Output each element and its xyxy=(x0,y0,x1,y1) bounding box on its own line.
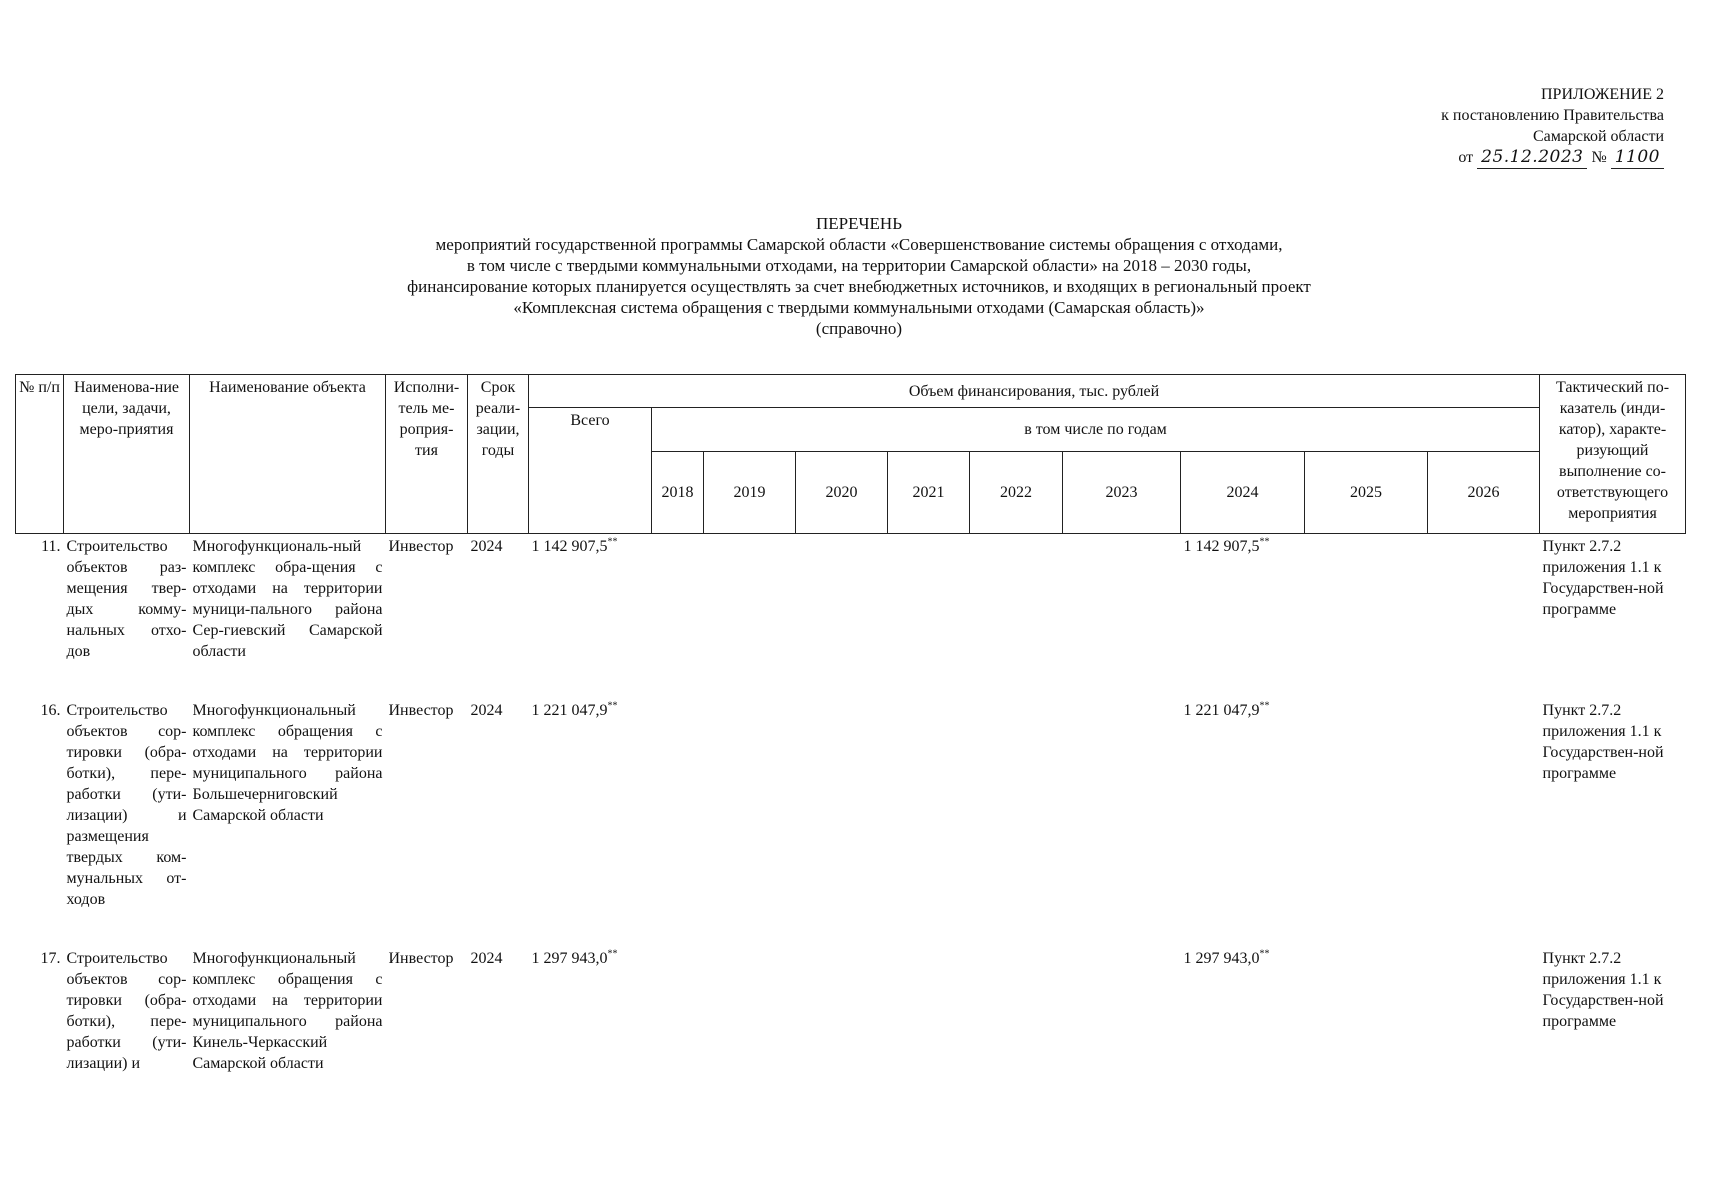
header-year-2025: 2025 xyxy=(1305,452,1428,534)
header-by-years: в том числе по годам xyxy=(652,408,1540,452)
footnote-mark: ** xyxy=(607,948,618,960)
header-object: Наименование объекта xyxy=(190,375,386,534)
row-executor: Инвестор xyxy=(388,538,454,555)
number-prefix: № xyxy=(1591,149,1607,166)
row-year-2024: 1 297 943,0** xyxy=(1183,948,1270,967)
row-total: 1 221 047,9** xyxy=(531,700,618,719)
header-executor: Исполни-тель ме-роприя-тия xyxy=(386,375,468,534)
handwritten-number: 1100 xyxy=(1611,147,1664,169)
header-num: № п/п xyxy=(16,375,64,534)
header-year-2023: 2023 xyxy=(1063,452,1181,534)
table-row xyxy=(16,946,1686,1076)
header-funding: Объем финансирования, тыс. рублей xyxy=(529,375,1540,408)
header-term: Срок реали-зации, годы xyxy=(468,375,529,534)
measures-table xyxy=(15,374,1686,1076)
footnote-mark: ** xyxy=(1259,536,1270,548)
title-line-3: финансирование которых планируется осуществлять за счет внебюджетных источников, и входящих в региональный проект xyxy=(407,277,1311,296)
row-object: Многофункциональный комплекс обращения с отходами на территории муниципального района Большечерниговский Самарской области xyxy=(192,702,383,824)
approval-heading: ПРИЛОЖЕНИЕ 2 xyxy=(1540,86,1664,103)
row-year-2024: 1 221 047,9** xyxy=(1183,700,1270,719)
row-object: Многофункциональ-ный комплекс обра-щения с отходами на территории муници-пального района Сер-гиевский Самарской области xyxy=(192,538,383,660)
row-num: 16. xyxy=(40,702,61,719)
table-row xyxy=(16,698,1686,912)
header-year-2026: 2026 xyxy=(1428,452,1540,534)
row-num: 11. xyxy=(41,538,61,555)
header-year-2018: 2018 xyxy=(652,452,704,534)
header-indicator: Тактический по-казатель (инди-катор), характе-ризующий выполнение со-ответствующего мероприятия xyxy=(1540,375,1686,534)
row-indicator: Пункт 2.7.2 приложения 1.1 к Государствен-ной программе xyxy=(1542,950,1664,1030)
header-year-2021: 2021 xyxy=(888,452,970,534)
row-executor: Инвестор xyxy=(388,702,454,719)
approval-stamp xyxy=(1364,84,1664,169)
approval-line-2: Самарской области xyxy=(1533,128,1664,145)
row-goal: Строительство объектов сор-тировки (обра-ботки), пере-работки (ути-лизации) и xyxy=(66,950,187,1072)
handwritten-date: 25.12.2023 xyxy=(1477,147,1587,169)
document-title xyxy=(0,213,1718,339)
title-line-5: (справочно) xyxy=(815,319,903,338)
row-executor: Инвестор xyxy=(388,950,454,967)
footnote-mark: ** xyxy=(1259,700,1270,712)
row-goal: Строительство объектов сор-тировки (обра-ботки), пере-работки (ути-лизации) и размещения твердых ком-мунальных от-ходов xyxy=(66,702,187,908)
header-year-2022: 2022 xyxy=(970,452,1063,534)
title-heading: ПЕРЕЧЕНЬ xyxy=(816,214,902,233)
approval-date-line xyxy=(1364,147,1664,169)
row-total: 1 142 907,5** xyxy=(531,536,618,555)
title-line-2: в том числе с твердыми коммунальными отходами, на территории Самарской области» на 2018 – 2030 годы, xyxy=(466,256,1252,275)
row-term: 2024 xyxy=(470,702,503,719)
header-year-2024: 2024 xyxy=(1181,452,1305,534)
header-year-2019: 2019 xyxy=(704,452,796,534)
footnote-mark: ** xyxy=(1259,948,1270,960)
row-object: Многофункциональный комплекс обращения с отходами на территории муниципального района Кинель-Черкасский Самарской области xyxy=(192,950,383,1072)
row-indicator: Пункт 2.7.2 приложения 1.1 к Государствен-ной программе xyxy=(1542,702,1664,782)
row-indicator: Пункт 2.7.2 приложения 1.1 к Государствен-ной программе xyxy=(1542,538,1664,618)
row-year-2024: 1 142 907,5** xyxy=(1183,536,1270,555)
row-term: 2024 xyxy=(470,538,503,555)
footnote-mark: ** xyxy=(607,700,618,712)
date-prefix: от xyxy=(1458,149,1474,166)
header-year-2020: 2020 xyxy=(796,452,888,534)
footnote-mark: ** xyxy=(607,536,618,548)
row-num: 17. xyxy=(40,950,61,967)
approval-line-1: к постановлению Правительства xyxy=(1441,107,1664,124)
title-line-4: «Комплексная система обращения с твердыми коммунальными отходами (Самарская область)» xyxy=(513,298,1205,317)
row-goal: Строительство объектов раз-мещения твер-дых комму-нальных отхо-дов xyxy=(66,538,187,660)
table-row xyxy=(16,534,1686,665)
header-goal: Наименова-ние цели, задачи, меро-приятия xyxy=(64,375,190,534)
row-total: 1 297 943,0** xyxy=(531,948,618,967)
row-term: 2024 xyxy=(470,950,503,967)
header-total: Всего xyxy=(529,408,652,534)
title-line-1: мероприятий государственной программы Самарской области «Совершенствование системы обращения с отходами, xyxy=(435,235,1283,254)
